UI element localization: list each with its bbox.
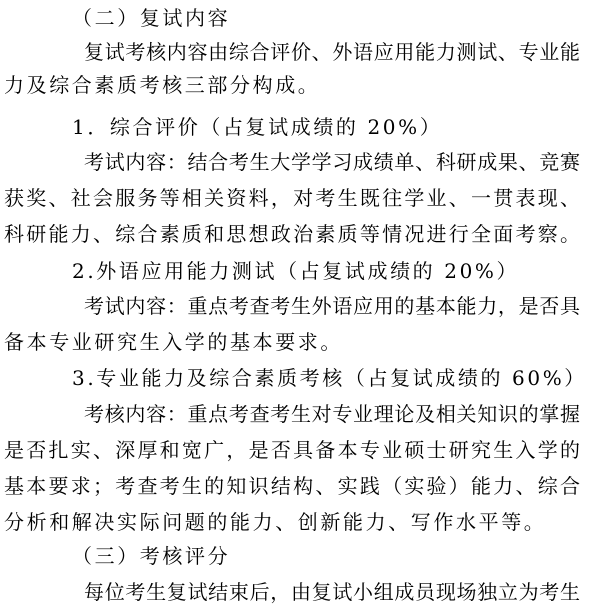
paragraph-line: 基本要求；考查考生的知识结构、实践（实验）能力、综合 <box>4 474 580 498</box>
section-heading-assessment-scoring: （三）考核评分 <box>72 544 231 568</box>
subheading-comprehensive-evaluation: 1．综合评价（占复试成绩的 20%） <box>72 115 443 139</box>
paragraph-line: 考核内容：重点考查考生对专业理论及相关知识的掌握 <box>84 402 580 426</box>
paragraph-line: 分析和解决实际问题的能力、创新能力、写作水平等。 <box>4 510 547 534</box>
paragraph-line: 获奖、社会服务等相关资料，对考生既往学业、一贯表现、 <box>4 186 580 210</box>
paragraph-line: 备本专业研究生入学的基本要求。 <box>4 330 343 354</box>
paragraph-line: 科研能力、综合素质和思想政治素质等情况进行全面考察。 <box>4 222 580 246</box>
section-heading-retest-content: （二）复试内容 <box>72 6 231 30</box>
paragraph-line: 力及综合素质考核三部分构成。 <box>4 73 321 97</box>
paragraph-line: 考试内容：结合考生大学学习成绩单、科研成果、竞赛 <box>84 150 580 174</box>
subheading-foreign-language-test: 2.外语应用能力测试（占复试成绩的 20%） <box>72 259 520 283</box>
paragraph-line: 考试内容：重点考查考生外语应用的基本能力，是否具 <box>84 294 580 318</box>
paragraph-line: 是否扎实、深厚和宽广，是否具备本专业硕士研究生入学的 <box>4 438 580 462</box>
paragraph-line: 复试考核内容由综合评价、外语应用能力测试、专业能 <box>84 40 580 64</box>
paragraph-line: 每位考生复试结束后，由复试小组成员现场独立为考生 <box>84 580 580 604</box>
subheading-professional-ability: 3.专业能力及综合素质考核（占复试成绩的 60%） <box>72 366 587 390</box>
